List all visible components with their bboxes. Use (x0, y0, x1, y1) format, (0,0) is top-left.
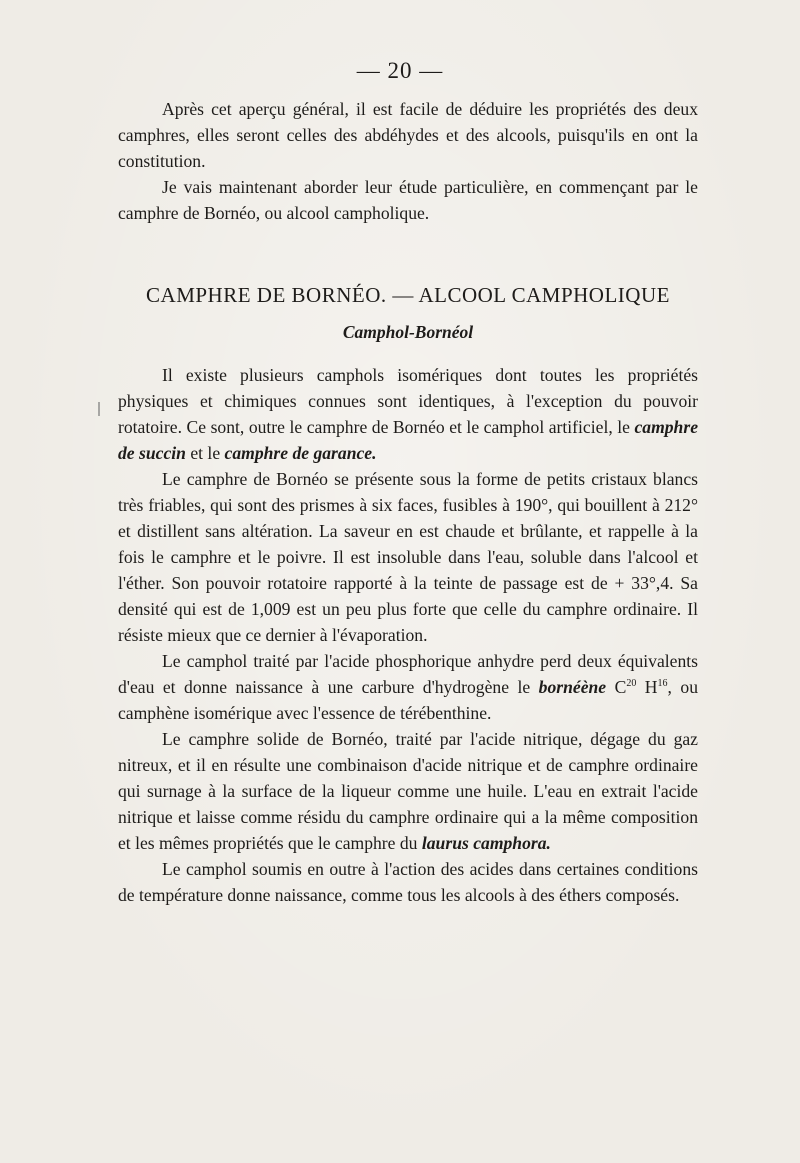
body-paragraph-4 (118, 726, 698, 856)
intro-paragraph-1: Après cet aperçu général, il est facile de déduire les propriétés des deux camphres, elles seront celles des abdéhydes et des alcools, puisqu'ils en ont la constitution. (118, 99, 698, 171)
body-paragraph-5: Le camphol soumis en outre à l'action des acides dans certaines conditions de température donne naissance, comme tous les alcools à des éthers composés. (118, 859, 698, 905)
margin-mark (98, 402, 100, 416)
body-p1-text-b: et le (185, 443, 225, 463)
body-paragraph-1 (118, 362, 698, 466)
intro-paragraph-2: Je vais maintenant aborder leur étude particulière, en commençant par le camphre de Bornéo, ou alcool campholique. (118, 177, 698, 223)
intro-block (118, 96, 698, 226)
body-p4-text: Le camphre solide de Bornéo, traité par l'acide nitrique, dégage du gaz nitreux, et il en résulte une combinaison d'acide nitrique et de camphre ordinaire qui surnage à la surface de la liqueur comme une huile. L'eau en extrait l'acide nitrique et laisse comme résidu du camphre ordinaire qui a la même composition et les mêmes propriétés que le camphre du (118, 729, 698, 853)
body-p3-text-b: , ou camphène isomérique avec l'essence de térébenthine. (118, 677, 698, 723)
section-subtitle: Camphol-Bornéol (342, 322, 474, 342)
body-p1-text-a: Il existe plusieurs camphols isomériques dont toutes les propriétés physiques et chimiques connues sont identiques, à l'exception du pouvoir rotatoire. Ce sont, outre le camphre de Bornéo et le camphol artificiel, le (118, 365, 698, 437)
body-p4-italic: laurus camphora. (421, 833, 551, 853)
body-paragraph-2: Le camphre de Bornéo se présente sous la forme de petits cristaux blancs très friables, qui sont des prismes à six faces, fusibles à 190°, qui bouillent à 212° et distillent sans altération. La saveur en est chaude et brûlante, et rappelle à la fois le camphre et le poivre. Il est insoluble dans l'eau, soluble dans l'alcool et l'éther. Son pouvoir rotatoire rapporté à la teinte de passage est de + 33°,4. Sa densité qui est de 1,009 est un peu plus forte que celle du camphre ordinaire. Il résiste mieux que ce dernier à l'évaporation. (118, 469, 698, 645)
body-p3-sup-1: 20 (626, 678, 637, 690)
body-paragraph-3 (118, 648, 698, 726)
body-p3-text-a: Le camphol traité par l'acide phosphorique anhydre perd deux équivalents d'eau et donne naissance à une carbure d'hydrogène le (118, 651, 698, 697)
section-title: CAMPHRE DE BORNÉO. — ALCOOL CAMPHOLIQUE (146, 283, 670, 307)
body-block (118, 362, 698, 908)
body-p3-italic: bornéène (538, 677, 607, 697)
page-number: — 20 — (356, 58, 444, 83)
body-p1-italic-2: camphre de garance. (224, 443, 377, 463)
body-p3-sup-2: 16 (657, 678, 668, 690)
body-p1-italic-1: camphre de succin (118, 417, 698, 463)
body-p3-formula-h: H (636, 677, 658, 697)
body-p3-formula-c: C (606, 677, 627, 697)
